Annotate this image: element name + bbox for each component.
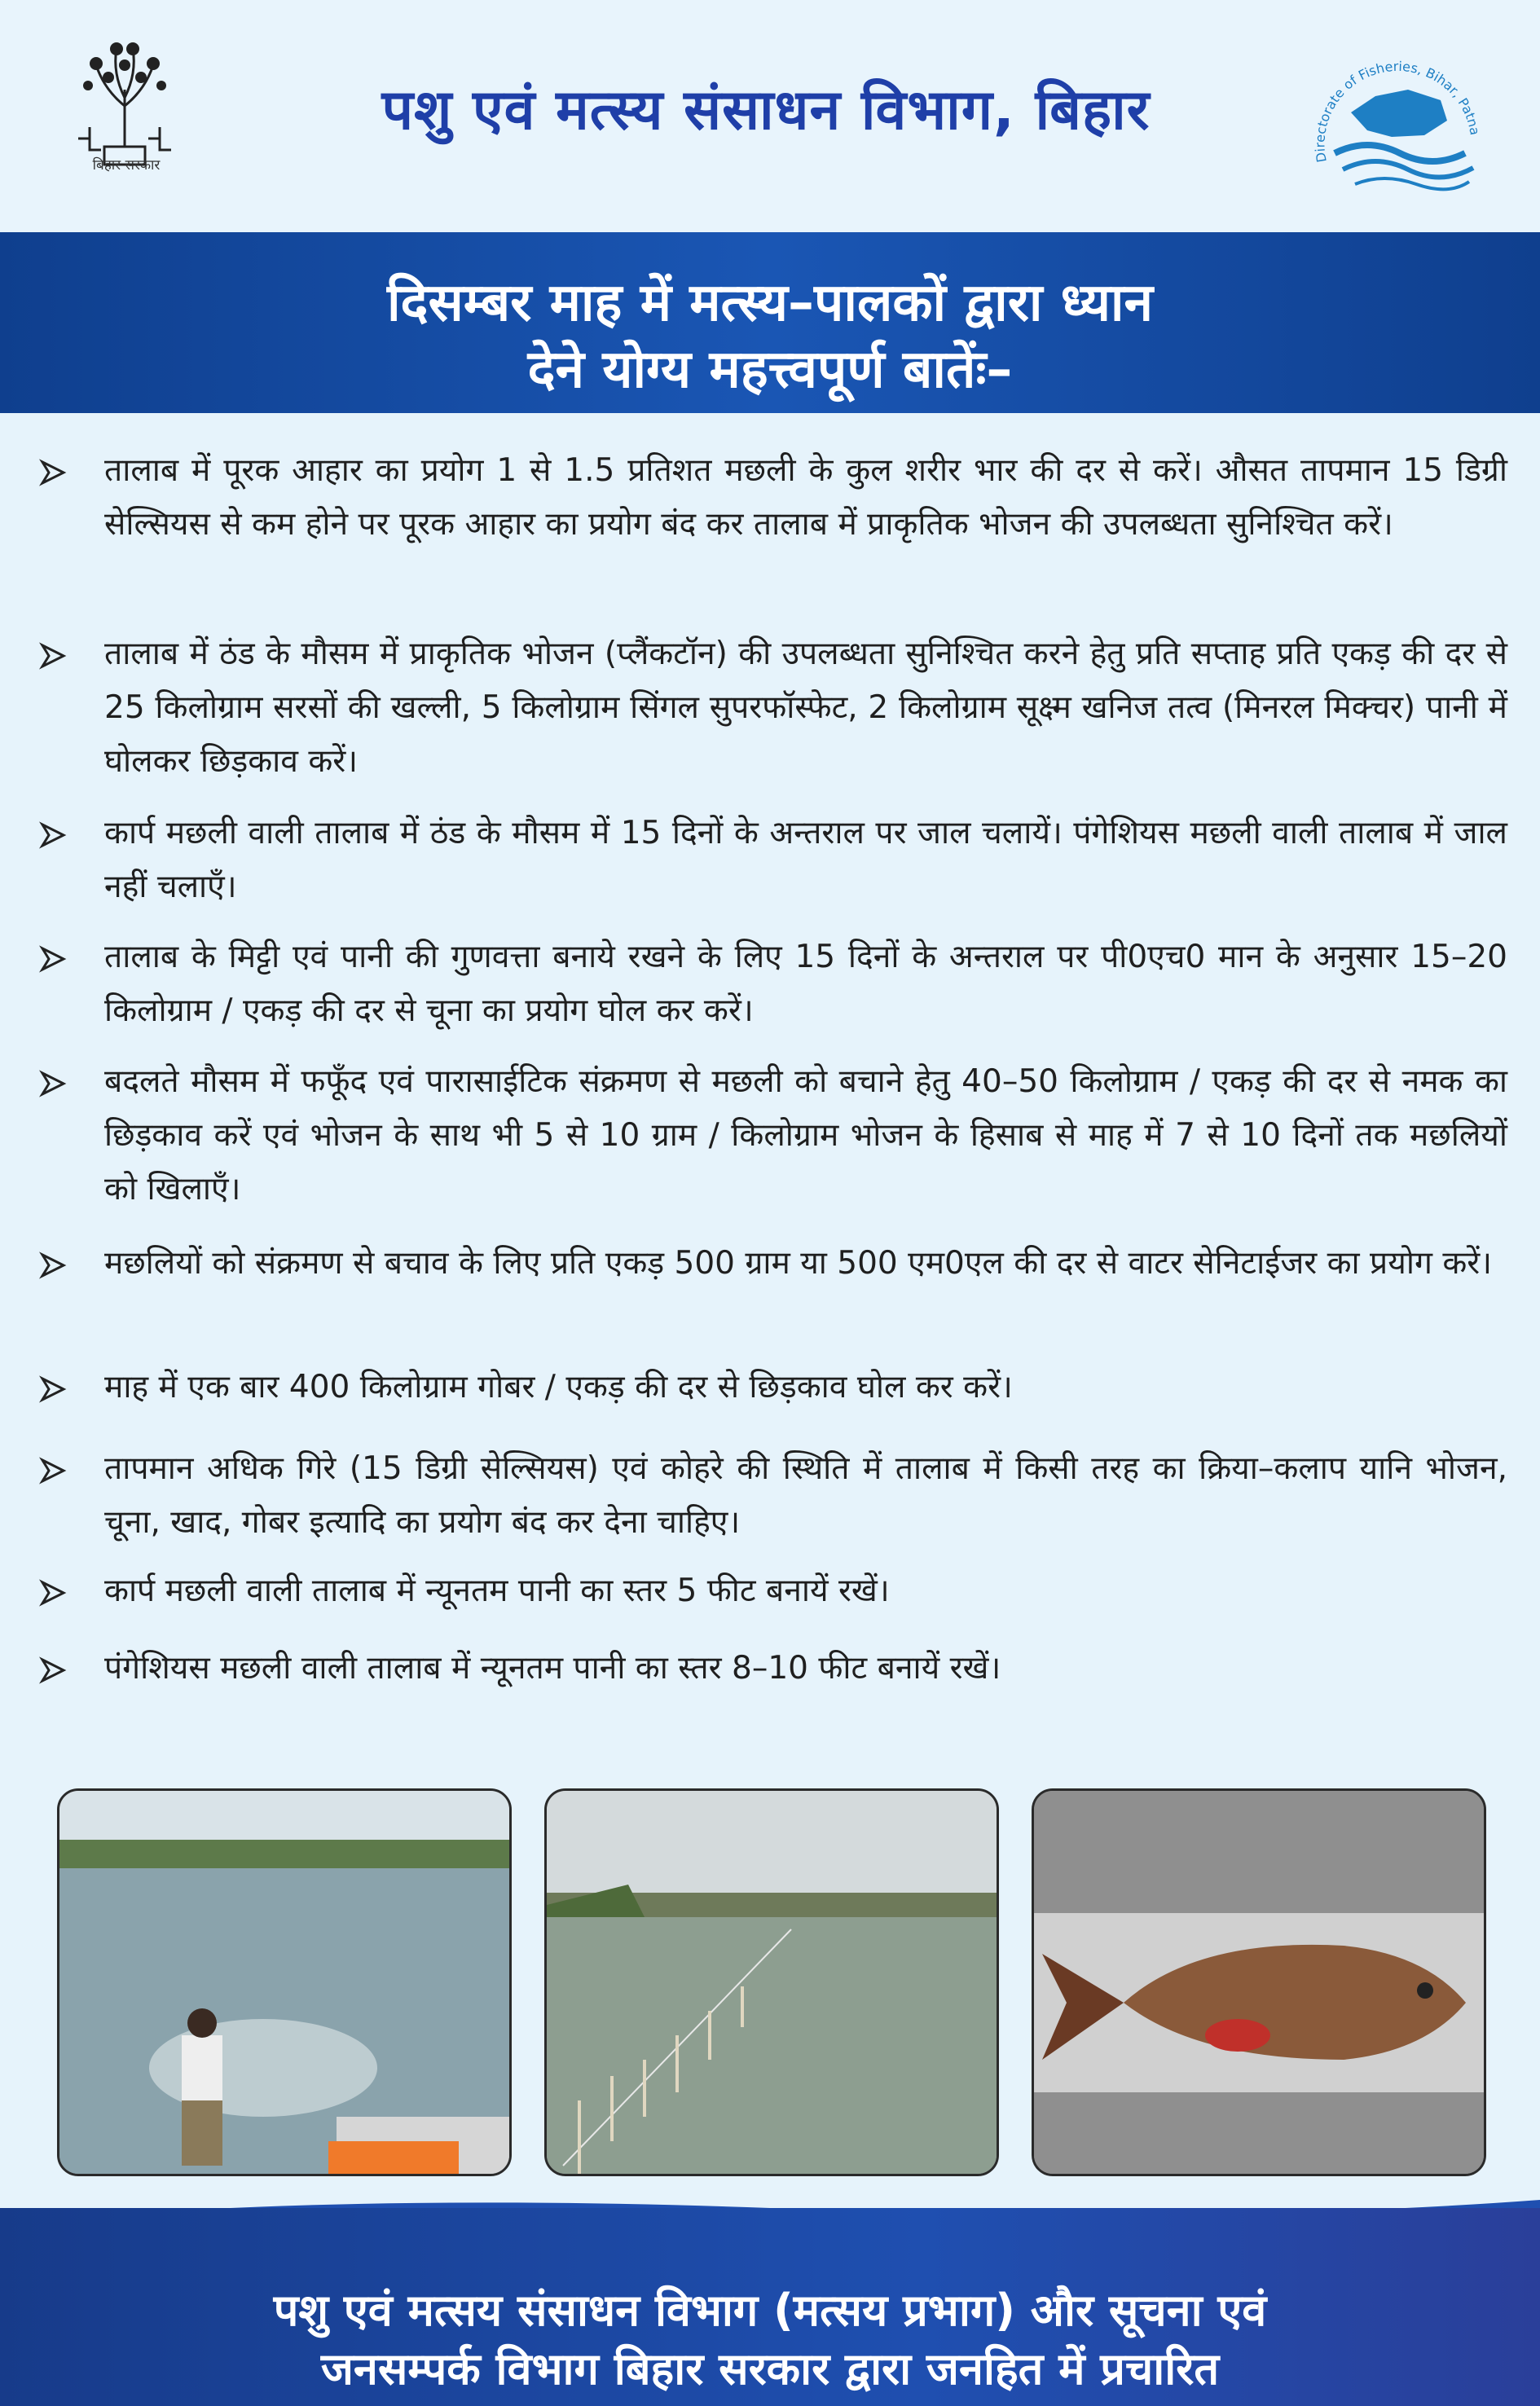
tip-text: कार्प मछली वाली तालाब में ठंड के मौसम में 15 दिनों के अन्तराल पर जाल चलायें। पंगेशियस मछली वाली तालाब में जाल नहीं चलाएँ। xyxy=(104,815,1507,905)
title-banner xyxy=(0,232,1540,413)
banner-line-1: दिसम्बर माह में मत्स्य–पालकों द्वारा ध्यान xyxy=(386,273,1154,333)
arrow-bullet-icon xyxy=(39,459,67,486)
footer-line-2: जनसम्पर्क विभाग बिहार सरकार द्वारा जनहित में प्रचारित xyxy=(320,2343,1220,2395)
fisheries-logo-text: Directorate of Fisheries, Bihar, Patna xyxy=(1312,58,1483,164)
tip-text: कार्प मछली वाली तालाब में न्यूनतम पानी का स्तर 5 फीट बनायें रखें। xyxy=(104,1572,890,1609)
fisheries-logo-icon xyxy=(1302,39,1491,202)
tip-text: तापमान अधिक गिरे (15 डिग्री सेल्सियस) एवं कोहरे की स्थिति में तालाब में किसी तरह का क्रिया–कलाप यानि भोजन, चूना, खाद, गोबर इत्यादि का प्रयोग बंद कर देना चाहिए। xyxy=(104,1450,1507,1541)
arrow-bullet-icon xyxy=(39,1070,67,1097)
arrow-bullet-icon xyxy=(39,642,67,670)
tip-text: बदलते मौसम में फफूँद एवं पारासाईटिक संक्रमण से मछली को बचाने हेतु 40–50 किलोग्राम / एकड़ की दर से नमक का छिड़काव करें एवं भोजन के साथ भी 5 से 10 ग्राम / किलोग्राम भोजन के हिसाब से माह में 7 से 10 दिनों तक मछलियों को खिलाएँ। xyxy=(104,1063,1507,1207)
banner-line-2: देने योग्य महत्त्वपूर्ण बातेंः– xyxy=(527,340,1013,400)
tip-text: तालाब में पूरक आहार का प्रयोग 1 से 1.5 प्रतिशत मछली के कुल शरीर भार की दर से करें। औसत तापमान 15 डिग्री सेल्सियस से कम होने पर पूरक आहार का प्रयोग बंद कर तालाब में प्राकृतिक भोजन की उपलब्धता सुनिश्चित करें। xyxy=(104,452,1507,543)
arrow-bullet-icon xyxy=(39,821,67,849)
tip-text: पंगेशियस मछली वाली तालाब में न्यूनतम पानी का स्तर 8–10 फीट बनायें रखें। xyxy=(104,1650,1001,1687)
arrow-bullet-icon xyxy=(39,1457,67,1485)
arrow-bullet-icon xyxy=(39,1375,67,1403)
arrow-bullet-icon xyxy=(39,945,67,973)
photo-cast-net-fishing xyxy=(57,1788,512,2176)
tip-text: माह में एक बार 400 किलोग्राम गोबर / एकड़ की दर से छिड़काव घोल कर करें। xyxy=(104,1369,1013,1405)
arrow-bullet-icon xyxy=(39,1251,67,1279)
tip-text: तालाब में ठंड के मौसम में प्राकृतिक भोजन (प्लैंकटॉन) की उपलब्धता सुनिश्चित करने हेतु प्रति सप्ताह प्रति एकड़ की दर से 25 किलोग्राम सरसों की खल्ली, 5 किलोग्राम सिंगल सुपरफॉस्फेट, 2 किलोग्राम सूक्ष्म खनिज तत्व (मिनरल मिक्चर) पानी में घोलकर छिड़काव करें। xyxy=(104,636,1507,780)
arrow-bullet-icon xyxy=(39,1579,67,1607)
header xyxy=(0,0,1540,232)
tip-text: तालाब के मिट्टी एवं पानी की गुणवत्ता बनाये रखने के लिए 15 दिनों के अन्तराल पर पी0एच0 मान के अनुसार 15–20 किलोग्राम / एकड़ की दर से चूना का प्रयोग घोल कर करें। xyxy=(104,939,1507,1029)
department-title: पशु एवं मत्स्य संसाधन विभाग, बिहार xyxy=(381,78,1151,143)
emblem-caption: बिहार सरकार xyxy=(92,157,161,174)
photo-pond-with-net-poles xyxy=(544,1788,999,2176)
tip-text: मछलियों को संक्रमण से बचाव के लिए प्रति एकड़ 500 ग्राम या 500 एम0एल की दर से वाटर सेनिटाईजर का प्रयोग करें। xyxy=(104,1245,1493,1282)
footer-line-1: पशु एवं मत्सय संसाधन विभाग (मत्सय प्रभाग) और सूचना एवं xyxy=(273,2285,1267,2336)
arrow-bullet-icon xyxy=(39,1656,67,1684)
photo-infected-fish xyxy=(1032,1788,1486,2176)
